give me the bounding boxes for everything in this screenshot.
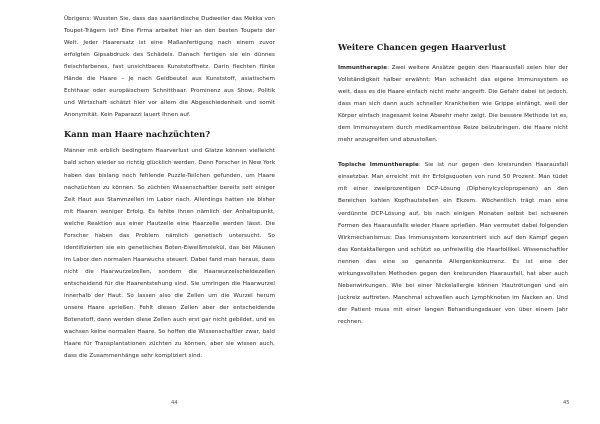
topical-immunotherapy-text: : Sie ist nur gegen den kreisrunden Haarausfall einsetzbar. Man erreicht mit ihr Erfolgsquoten von rund 50 Prozent. Man tüdet mit einer zweiprozentigen DCP-Lösung (Diphenylcyclopropenon) an den Bereichen kahlen Kopfhautstellen ein Ekzem. Wöchentlich trägt man eine verdünnte DCP-Lösung auf, bis nach einigen Monaten selbst bei schweren Formen des Haarausfalls wieder Haare sprießen. Man vermutet dabei folgenden Wirkmechanismus: Das Immunsystem konzentriert sich auf den Kampf gegen das Kontaktallergen und schützt so unfreiwillig die Haarfollikel. Wissenschaftler nennen das eine so genannte Allergenkonkurrenz. Es ist eine der wirkungsvollsten Methoden gegen den kreisrunden Haarausfall, hat aber auch Nebenwirkungen. Wie bei einer Nickelallergie können Hautrötungen und ein Juckreiz auftreten. Manchmal schwellen auch Lymphknoten im Nacken an. Und der Patient muss mit einer langen Behandlungsdauer von über einem Jahr rechnen. [338, 162, 568, 325]
toupet-paragraph: Übrigens: Wussten Sie, dass das saarländische Dudweiler das Mekka von Toupet-Trägern ist? Eine Firma arbeitet hier an den besten Toupets der Welt. Jeder Haarersatz ist eine Maßanfertigung nach einem zuvor erfolgten Gipsabdruck des Schädels. Danach fertigen sie ein dünnes fleischfarbenes, fast unsichtbares Kunststoffnetz. Darin flechten flinke Hände die Haare – je nach Geldbeutel aus Kunststoff, asiatischem Echthaar oder europäischem Schnitthaar. Prominenz aus Show, Politik und Wirtschaft schätzt hier vor allem die Abgeschiedenheit und somit Anonymität. Kein Paparazzi lauert Ihnen auf. [64, 16, 275, 119]
topical-immunotherapy-term: Topische Immuntherapie [338, 162, 419, 169]
right-page [300, 0, 600, 424]
left-text-column [64, 13, 275, 362]
hair-cloning-paragraph: Männer mit erblich bedingtem Haarverlust und Glatze können vielleicht bald schon wieder so richtig glücklich werden. Denn Forscher in New York haben das bislang noch fehlende Puzzle-Teilchen gefunden, um Haare nachzüchten zu können. So züchten Wissenschaftler bereits seit einiger Zeit Haut aus Stammzellen im Labor nach. Allerdings hatten sie bisher mit Haaren weniger Erfolg. Es fehlte ihnen nämlich der Anhaltspunkt, welche Reaktion aus einer Hautzelle eine Haarzelle werden lässt. Die Forscher haben das Problem nämlich genetisch untersucht. So identifizierten sie ein genetisches Boten-Eiweißmolekül, das bei Mäusen im Labor den normalen Haarwuchs steuert. Dabei fand man heraus, dass nicht die Haarwurzelzellen, sondern die Haarwurzelscheidezellen entscheidend für die Haarentstehung sind. Sie umringen die Haarwurzel innerhalb der Haut. So lassen also die Zellen um die Wurzel herum unsere Haare sprießen. Fehlt diesen Zellen aber der entscheidende Botenstoff, dann werden diese Zellen auch erst gar nicht gebildet, und es wachsen keine normalen Haare. So hoffen die Wissenschaftler zwar, bald Haare für Transplantationen züchten zu können, aber sie wissen auch, dass die Zusammenhänge sehr kompliziert sind. [64, 148, 275, 360]
section-heading-hair-cloning: Kann man Haare nachzüchten? [64, 129, 211, 140]
topical-immunotherapy-paragraph [338, 159, 568, 328]
page-number-left: 44 [171, 400, 178, 406]
immunotherapy-term: Immuntherapie [338, 65, 388, 71]
page-number-right: 45 [563, 400, 570, 406]
immunotherapy-text: : Zwei weitere Ansätze gegen den Haarausfall seien hier der Vollständigkeit halber erwähnt: Man schwächt das eigene Immunsystem so weit, dass es die Haare einfach nicht mehr angreift. Die Gefahr dabei ist jedoch, dass man sich dann auch schneller Krankheiten wie Grippe einfängt, weil der Körper einfach insgesamt keine Abwehr mehr zeigt. Die bessere Methode ist es, dem Immunsystem durch medikamentöse Reize beizubringen, die Haare nicht mehr anzugreifen und abzustoßen. [338, 65, 568, 144]
right-text-column [338, 13, 568, 328]
immunotherapy-paragraph [338, 62, 568, 146]
section-heading-further-chances: Weitere Chancen gegen Haarverlust [338, 42, 507, 52]
